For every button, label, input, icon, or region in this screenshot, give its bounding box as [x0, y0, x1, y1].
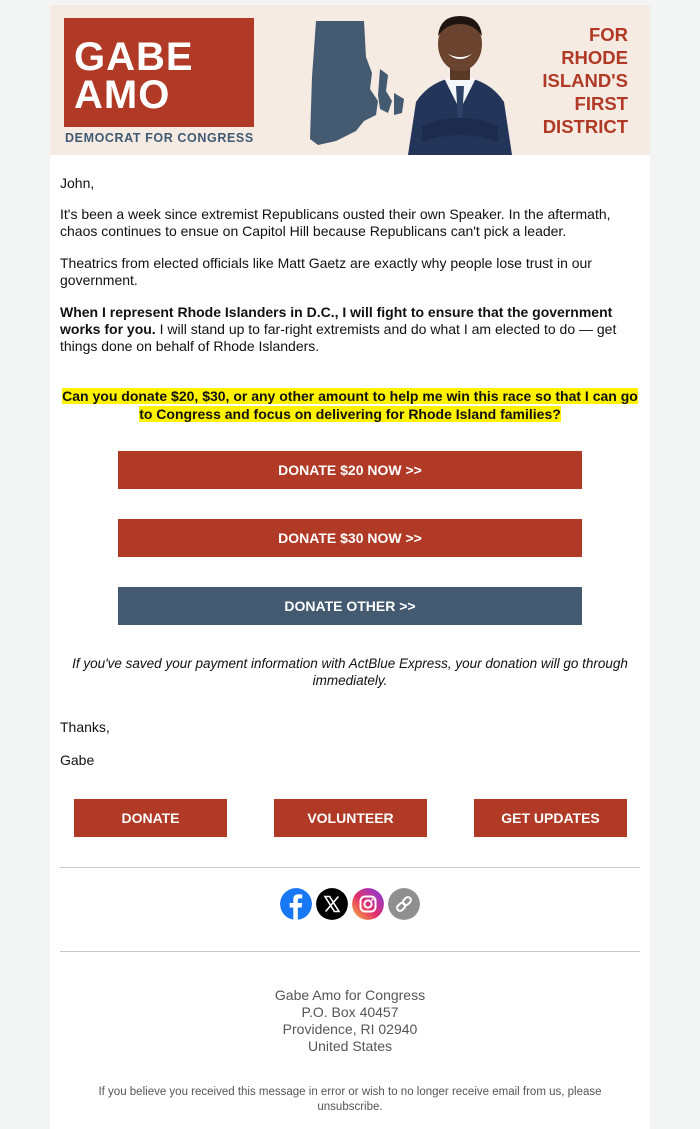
footer-country: United States — [307, 1038, 393, 1054]
paragraph-3-rest: I will stand up to far-right extremists and do what I am elected to do — get things done on behalf of Rhode Islanders. — [60, 321, 617, 354]
unsubscribe-text[interactable]: If you believe you received this message in error or wish to no longer receive email from us, please unsubscribe. — [98, 1086, 602, 1113]
instagram-icon[interactable] — [352, 888, 384, 920]
divider-bottom — [60, 951, 640, 952]
donation-ask — [60, 387, 640, 423]
email-body — [60, 175, 640, 370]
donation-ask-highlight: Can you donate $20, $30, or any other amount to help me win this race so that I can go to Congress and focus on delivering for Rhode Island families? — [62, 388, 638, 422]
greeting: John, — [60, 175, 95, 191]
donate-20-button[interactable]: DONATE $20 NOW >> — [118, 451, 582, 489]
actblue-note: If you've saved your payment information with ActBlue Express, your donation will go through immediately. — [72, 656, 628, 688]
footer-address — [60, 987, 640, 1055]
email-container — [50, 5, 650, 1129]
paragraph-3 — [60, 304, 640, 355]
paragraph-1: It's been a week since extremist Republicans ousted their own Speaker. In the aftermath, chaos continues to ensue on Capitol Hill because Republicans can't pick a leader. — [60, 206, 611, 239]
paragraph-2: Theatrics from elected officials like Matt Gaetz are exactly why people lose trust in our government. — [60, 255, 592, 288]
get-updates-button[interactable]: GET UPDATES — [474, 799, 627, 837]
rhode-island-map — [306, 17, 411, 149]
donate-button[interactable]: DONATE — [74, 799, 227, 837]
divider-top — [60, 867, 640, 868]
footer-city: Providence, RI 02940 — [282, 1021, 418, 1037]
thanks-text: Thanks, — [60, 719, 110, 735]
link-icon[interactable] — [388, 888, 420, 920]
tagline: FOR RHODE ISLAND'S FIRST DISTRICT — [542, 24, 628, 137]
footer-po-box: P.O. Box 40457 — [301, 1004, 399, 1020]
candidate-photo — [400, 10, 520, 155]
logo-subtitle: DEMOCRAT FOR CONGRESS — [65, 131, 254, 145]
donate-30-button[interactable]: DONATE $30 NOW >> — [118, 519, 582, 557]
facebook-icon[interactable] — [280, 888, 312, 920]
logo-name: GABE AMO — [74, 35, 194, 117]
paragraph-3-bold: When I represent Rhode Islanders in D.C., I will fight to ensure that the government works for you. — [60, 304, 613, 337]
donate-other-button[interactable]: DONATE OTHER >> — [118, 587, 582, 625]
header-banner — [50, 5, 650, 155]
footer-org: Gabe Amo for Congress — [274, 987, 426, 1003]
x-icon[interactable] — [316, 888, 348, 920]
volunteer-button[interactable]: VOLUNTEER — [274, 799, 427, 837]
logo — [64, 18, 254, 127]
signature: Gabe — [60, 752, 95, 768]
